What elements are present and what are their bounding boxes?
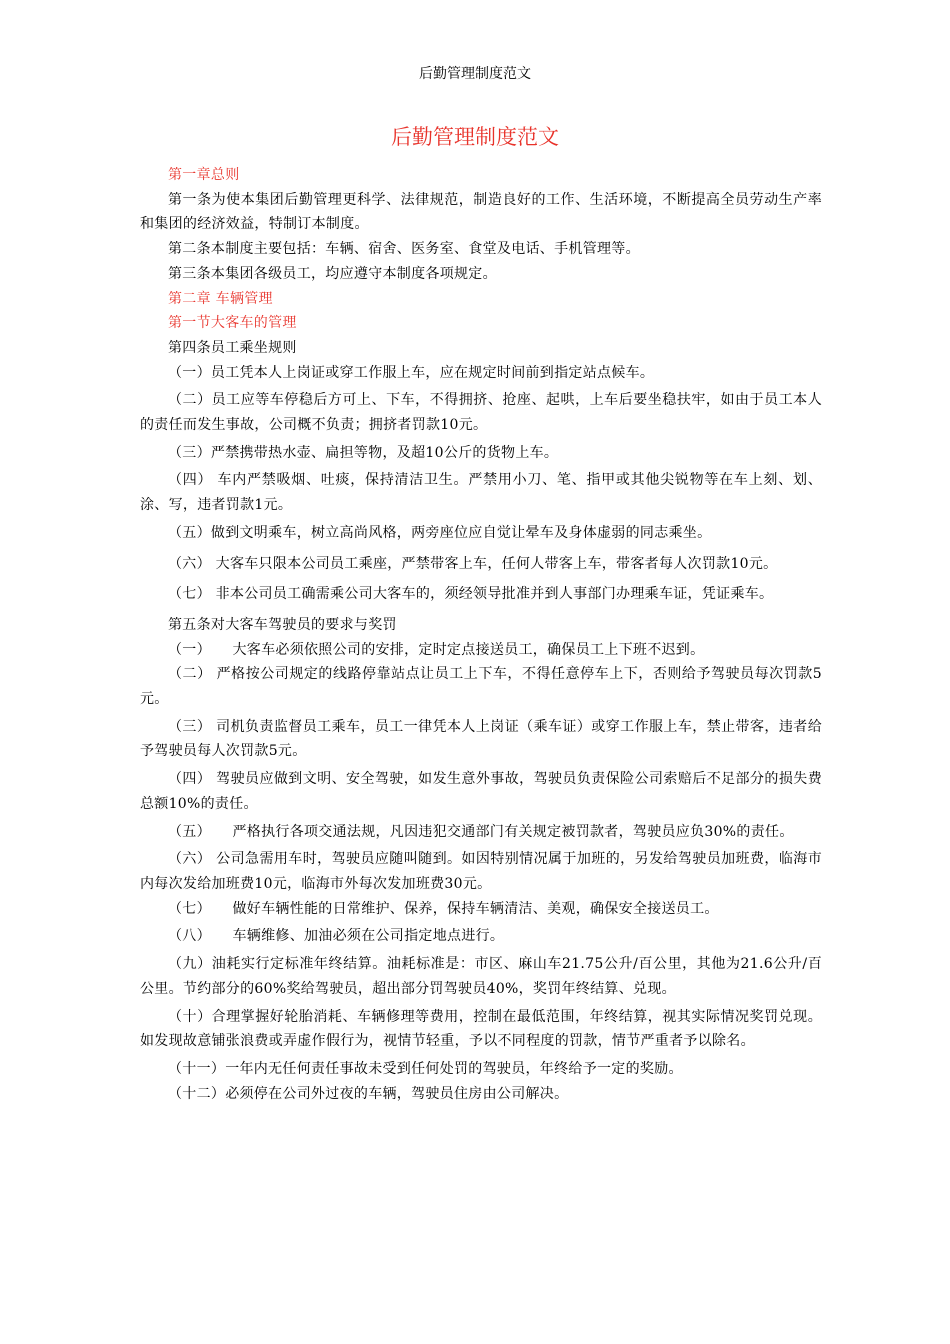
paragraph: （六） 大客车只限本公司员工乘座，严禁带客上车，任何人带客上车，带客者每人次罚款10元。 xyxy=(168,555,778,572)
paragraph: （一） 大客车必须依照公司的安排，定时定点接送员工，确保员工上下班不迟到。 xyxy=(168,641,705,658)
document-title: 后勤管理制度范文 xyxy=(391,125,559,149)
paragraph: （十二）必须停在公司外过夜的车辆，驾驶员住房由公司解决。 xyxy=(168,1085,569,1102)
paragraph: （十一）一年内无任何责任事故未受到任何处罚的驾驶员，年终给予一定的奖励。 xyxy=(168,1060,683,1077)
paragraph: （七） 非本公司员工确需乘公司大客车的，须经领导批准并到人事部门办理乘车证，凭证乘车。 xyxy=(168,586,774,603)
paragraph: 第三条本集团各级员工，均应遵守本制度各项规定。 xyxy=(168,265,497,282)
paragraph: （十）合理掌握好轮胎消耗、车辆修理等费用，控制在最低范围，年终结算，视其实际情况奖罚兑现。如发现故意铺张浪费或弄虚作假行为，视情节轻重，予以不同程度的罚款，情节严重者予以除名。 xyxy=(140,1008,822,1050)
paragraph: （二） 严格按公司规定的线路停靠站点让员工上下车，不得任意停车上下，否则给予驾驶员每次罚款5元。 xyxy=(140,666,822,708)
paragraph: （一）员工凭本人上岗证或穿工作服上车，应在规定时间前到指定站点候车。 xyxy=(168,364,655,381)
paragraph: （二）员工应等车停稳后方可上、下车，不得拥挤、抢座、起哄，上车后要坐稳扶牢，如由于员工本人的责任而发生事故，公司概不负责；拥挤者罚款10元。 xyxy=(140,392,822,434)
paragraph: 第一条为使本集团后勤管理更科学、法律规范，制造良好的工作、生活环境，不断提高全员劳动生产率和集团的经济效益，特制订本制度。 xyxy=(140,191,822,233)
paragraph: （八） 车辆维修、加油必须在公司指定地点进行。 xyxy=(168,928,505,945)
paragraph: （六） 公司急需用车时，驾驶员应随叫随到。如因特别情况属于加班的，另发给驾驶员加班费，临海市内每次发给加班费10元，临海市外每次发加班费30元。 xyxy=(140,851,822,892)
document-body xyxy=(140,163,822,1106)
paragraph: 第二条本制度主要包括：车辆、宿舍、医务室、食堂及电话、手机管理等。 xyxy=(168,241,640,258)
chapter-heading: 第一章总则 xyxy=(168,167,240,183)
article-heading: 第四条员工乘坐规则 xyxy=(168,339,297,356)
paragraph: （五）做到文明乘车，树立高尚风格，两旁座位应自觉让晕车及身体虚弱的同志乘坐。 xyxy=(168,524,712,541)
running-header: 后勤管理制度范文 xyxy=(419,66,531,82)
paragraph: （五） 严格执行各项交通法规，凡因违犯交通部门有关规定被罚款者，驾驶员应负30%的责任。 xyxy=(168,823,794,840)
section-heading: 第一节大客车的管理 xyxy=(168,315,297,332)
paragraph: （四） 驾驶员应做到文明、安全驾驶，如发生意外事故，驾驶员负责保险公司索赔后不足部分的损失费总额10%的责任。 xyxy=(140,771,822,812)
paragraph: （九）油耗实行定标准年终结算。油耗标准是：市区、麻山车21.75公升/百公里，其他为21.6公升/百公里。节约部分的60%奖给驾驶员，超出部分罚驾驶员40%，奖罚年终结算、兑现。 xyxy=(140,956,822,997)
paragraph: （七） 做好车辆性能的日常维护、保养，保持车辆清洁、美观，确保安全接送员工。 xyxy=(168,900,719,917)
paragraph: （四） 车内严禁吸烟、吐痰，保持清洁卫生。严禁用小刀、笔、指甲或其他尖锐物等在车上刻、划、涂、写，违者罚款1元。 xyxy=(140,472,822,514)
chapter-heading: 第二章 车辆管理 xyxy=(168,290,273,307)
article-heading: 第五条对大客车驾驶员的要求与奖罚 xyxy=(168,616,397,633)
paragraph: （三） 司机负责监督员工乘车，员工一律凭本人上岗证（乘车证）或穿工作服上车，禁止带客，违者给予驾驶员每人次罚款5元。 xyxy=(140,718,822,760)
paragraph: （三）严禁携带热水壶、扁担等物，及超10公斤的货物上车。 xyxy=(168,444,559,461)
